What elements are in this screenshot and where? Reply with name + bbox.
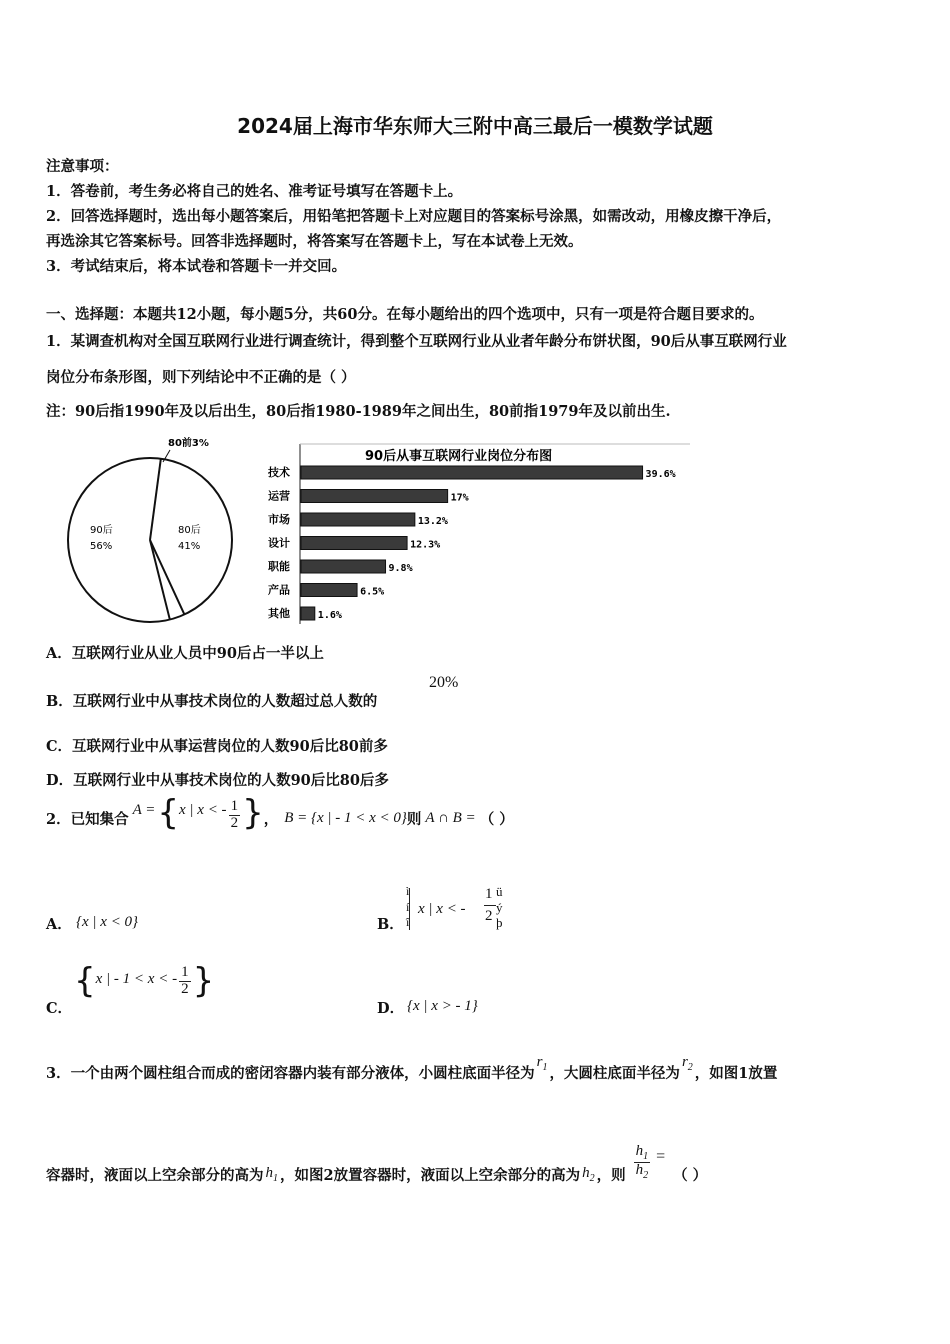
- equals-sign: =: [656, 1147, 666, 1165]
- brace-right: }: [192, 961, 215, 1001]
- garbled-glyph: î: [406, 915, 410, 929]
- q2-option-d-label: D．: [377, 1000, 405, 1017]
- bar-chart: [260, 438, 700, 628]
- bar-value-label: 1.6%: [317, 610, 342, 621]
- page-title: 2024届上海市华东师大三附中高三最后一模数学试题: [237, 114, 713, 138]
- bar-value-label: 13.2%: [417, 516, 448, 527]
- bar-value-label: 39.6%: [645, 469, 676, 480]
- q3-h1: [266, 1165, 279, 1184]
- bar-value-label: 12.3%: [410, 539, 441, 551]
- var-r: r: [536, 1054, 543, 1070]
- fraction-numerator: [634, 1144, 651, 1164]
- q3-stem-line1: [46, 1054, 778, 1083]
- q2-set-b: B = {x | - 1 < x < 0}: [284, 809, 407, 826]
- var-r: r: [681, 1054, 688, 1070]
- q2-stem: [46, 793, 514, 834]
- q3-text: ，如图1放置: [694, 1065, 778, 1082]
- bar-chart-title: 90后从事互联网行业岗位分布图: [365, 449, 553, 464]
- pie-annotation: 80前3%: [168, 438, 209, 449]
- fraction-denominator: 2: [181, 980, 189, 997]
- bar-category-label: 职能: [268, 560, 290, 573]
- bar-设计: [301, 537, 407, 550]
- pie-label-80: 80后: [178, 525, 201, 536]
- bar-category-label: 市场: [268, 513, 290, 526]
- q3-text: 容器时，液面以上空余部分的高为: [46, 1167, 264, 1184]
- subscript: 2: [589, 1173, 595, 1184]
- fraction-numerator: 1: [485, 886, 493, 902]
- section-heading: 一、选择题：本题共12小题，每小题5分，共60分。在每小题给出的四个选项中，只有一项是符合题目要求的。: [46, 306, 764, 323]
- subscript: 1: [273, 1173, 278, 1184]
- q2-option-a-label: A．: [46, 916, 72, 933]
- bar-category-label: 产品: [268, 583, 290, 597]
- q2-option-c: [74, 961, 215, 1001]
- notes-item: 再选涂其它答案标号。回答非选择题时，将答案写在答题卡上，写在本试卷上无效。: [46, 233, 583, 250]
- pie-slice-boundary-90后: [150, 540, 170, 620]
- garbled-glyph: ü: [496, 884, 503, 899]
- notes-heading: 注意事项：: [46, 158, 119, 175]
- brace-right: }: [242, 793, 264, 834]
- brace-left: {: [74, 961, 96, 1001]
- bar-市场: [301, 513, 415, 526]
- notes-item: 3．考试结束后，将本试卷和答题卡一并交回。: [46, 258, 347, 275]
- q2-set-a-body: x | x < -: [179, 801, 227, 818]
- var-h: h: [265, 1165, 273, 1181]
- var-h: h: [582, 1165, 590, 1181]
- q2-paren: （ ）: [479, 810, 514, 828]
- q2-option-b-label: B．: [377, 916, 404, 933]
- q2-option-c-fraction: [179, 965, 191, 998]
- bar-产品: [301, 584, 357, 597]
- q3-paren: （ ）: [673, 1167, 708, 1184]
- q3-h2: [582, 1165, 595, 1184]
- garbled-glyph: þ: [496, 915, 503, 930]
- garbled-glyph: ý: [496, 900, 503, 915]
- q2-option-a: {x | x < 0}: [76, 914, 139, 930]
- bar-value-label: 17%: [450, 492, 469, 504]
- fraction-denominator: [636, 1163, 649, 1182]
- q1-option-c: C．互联网行业中从事运营岗位的人数90后比80前多: [46, 738, 388, 755]
- q1-stem-line1: 1．某调查机构对全国互联网行业进行调查统计，得到整个互联网行业从业者年龄分布饼状图，90后从事互联网行业: [46, 333, 787, 350]
- q1-option-b-value: 20%: [429, 674, 459, 691]
- brace-stroke: [409, 888, 410, 930]
- pie-chart: [60, 430, 250, 625]
- q2-set-a-label: A =: [132, 801, 156, 818]
- q3-text: 3．一个由两个圆柱组合而成的密闭容器内装有部分液体，小圆柱底面半径为: [46, 1065, 535, 1082]
- q2-option-d: {x | x > - 1}: [407, 998, 478, 1014]
- bar-value-label: 6.5%: [360, 586, 385, 598]
- q3-text: ，如图2放置容器时，液面以上空余部分的高为: [280, 1167, 581, 1184]
- var-h: h: [635, 1142, 644, 1159]
- bar-其他: [301, 607, 315, 620]
- q2-option-c-label: C．: [46, 1000, 73, 1017]
- bar-运营: [301, 490, 448, 503]
- bar-category-label: 设计: [268, 536, 290, 550]
- q1-option-b: B．互联网行业中从事技术岗位的人数超过总人数的: [46, 693, 378, 710]
- fraction-numerator: 1: [181, 963, 189, 980]
- q1-option-a: A．互联网行业从业人员中90后占一半以上: [46, 645, 324, 662]
- fraction-denominator: 2: [230, 814, 239, 831]
- q2-intersection: A ∩ B =: [425, 809, 476, 826]
- subscript: 1: [542, 1062, 548, 1073]
- q3-r1: [537, 1054, 548, 1073]
- var-h: h: [635, 1162, 644, 1178]
- q1-option-d: D．互联网行业中从事技术岗位的人数90后比80后多: [46, 772, 389, 789]
- bar-技术: [301, 466, 643, 479]
- bar-value-label: 9.8%: [388, 563, 413, 574]
- q3-fraction: [634, 1144, 651, 1182]
- bar-category-label: 运营: [268, 489, 290, 503]
- q3-r2: [682, 1054, 693, 1073]
- fraction-bar: [484, 905, 496, 906]
- notes-item: 1．答卷前，考生务必将自己的姓名、准考证号填写在答题卡上。: [46, 183, 463, 200]
- q2-then: 则: [406, 810, 422, 828]
- subscript: 2: [643, 1170, 649, 1181]
- bar-职能: [301, 560, 386, 573]
- q2-fraction: [229, 799, 241, 832]
- garbled-glyph: í: [406, 900, 410, 914]
- pie-label-90: 90后: [90, 525, 113, 536]
- brace-left: {: [157, 793, 179, 834]
- bar-category-label: 其他: [268, 607, 290, 620]
- fraction-numerator: 1: [230, 798, 239, 814]
- q3-text: ，大圆柱底面半径为: [549, 1065, 680, 1082]
- q2-prefix: 2．已知集合: [46, 810, 129, 828]
- q2-comma: ，: [263, 810, 279, 828]
- garbled-glyph: ì: [406, 884, 410, 898]
- fraction-denominator: 2: [485, 908, 493, 924]
- bar-category-label: 技术: [268, 466, 290, 479]
- q1-stem-line2: 岗位分布条形图，则下列结论中不正确的是（ ）: [46, 369, 356, 386]
- subscript: 1: [643, 1150, 649, 1162]
- q1-note: 注：90后指1990年及以后出生，80后指1980-1989年之间出生，80前指1979年及以前出生.: [46, 403, 671, 420]
- subscript: 2: [687, 1062, 693, 1073]
- pie-value-90: 56%: [90, 541, 113, 552]
- q2-option-b: x | x < -: [418, 901, 466, 917]
- q3-stem-line2: [46, 1140, 707, 1185]
- q2-option-c-body: x | - 1 < x < -: [95, 970, 178, 987]
- pie-slice-boundary-80后: [150, 459, 161, 540]
- pie-value-80: 41%: [178, 541, 201, 552]
- notes-item: 2．回答选择题时，选出每小题答案后，用铅笔把答题卡上对应题目的答案标号涂黑，如需改动，用橡皮擦干净后，: [46, 208, 782, 225]
- q3-text: ，则: [596, 1167, 626, 1184]
